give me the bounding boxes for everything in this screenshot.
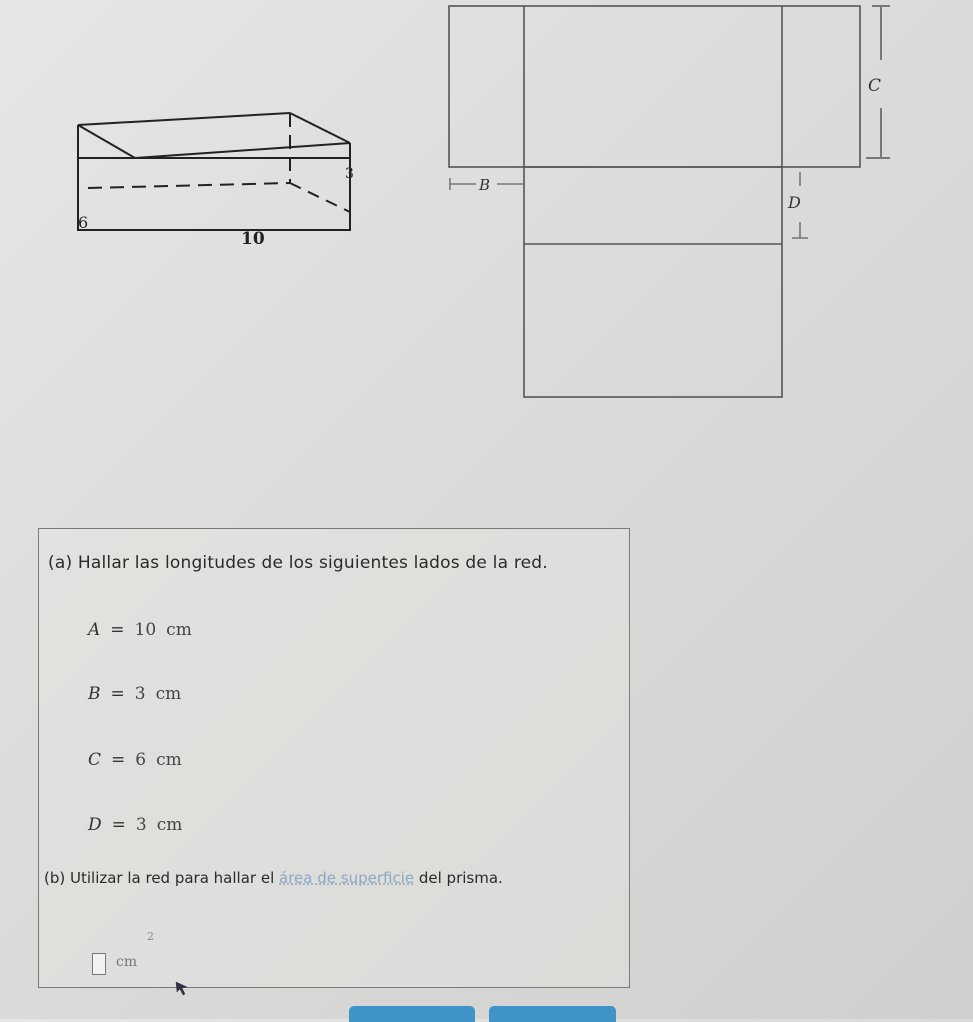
answer-equals: = [110, 620, 125, 640]
answer-unit: cm [156, 815, 183, 835]
prism-figure [78, 113, 350, 230]
net-lower-column [524, 167, 782, 397]
prism-height-label: 3 [345, 166, 354, 182]
prism-top-left-edge [78, 125, 135, 158]
prism-width-label: 6 [78, 213, 89, 232]
prism-length-label: 10 [241, 229, 265, 249]
prism-front-face [78, 158, 350, 230]
prism-top-right-edge [290, 113, 350, 143]
answer-equals: = [110, 684, 125, 704]
answer-unit: cm [166, 620, 192, 640]
answer-value[interactable]: 10 [134, 620, 157, 640]
answer-var: A [88, 620, 101, 640]
net-top-strip [449, 6, 860, 167]
question-b-text-start: (b) Utilizar la red para hallar el [44, 869, 280, 887]
surface-area-exponent: 2 [147, 930, 154, 943]
answer-equals: = [111, 750, 126, 770]
surface-area-unit: cm [116, 954, 138, 970]
bottom-button-left[interactable] [349, 1006, 475, 1022]
answer-unit: cm [155, 684, 182, 704]
answer-value[interactable]: 3 [134, 684, 146, 704]
mouse-cursor-icon [175, 979, 193, 997]
surface-area-input[interactable] [92, 953, 106, 975]
answer-value[interactable]: 6 [135, 750, 147, 770]
answer-row-b [88, 684, 181, 704]
answer-row-a [88, 620, 192, 640]
net-label-c: C [868, 76, 882, 96]
prism-hidden-depth-edge [290, 183, 350, 212]
bottom-button-right[interactable] [489, 1006, 616, 1022]
answer-var: B [88, 684, 101, 704]
answer-row-d [88, 815, 182, 835]
question-b-prompt [44, 868, 604, 888]
answer-value[interactable]: 3 [135, 815, 147, 835]
net-label-d: D [788, 193, 801, 212]
answer-var: C [88, 750, 102, 770]
prism-hidden-bottom-edge [88, 183, 290, 188]
net-label-b: B [479, 176, 491, 194]
question-a-prompt: (a) Hallar las longitudes de los siguientes lados de la red. [48, 553, 548, 573]
question-b-text-end: del prisma. [414, 869, 503, 887]
answer-unit: cm [156, 750, 182, 770]
answer-equals: = [111, 815, 126, 835]
surface-area-link[interactable]: área de superficie [279, 869, 415, 887]
answer-var: D [88, 815, 102, 835]
prism-top-back-edge [78, 113, 290, 125]
prism-top-front-edge [135, 143, 350, 158]
answer-row-c [88, 750, 182, 770]
